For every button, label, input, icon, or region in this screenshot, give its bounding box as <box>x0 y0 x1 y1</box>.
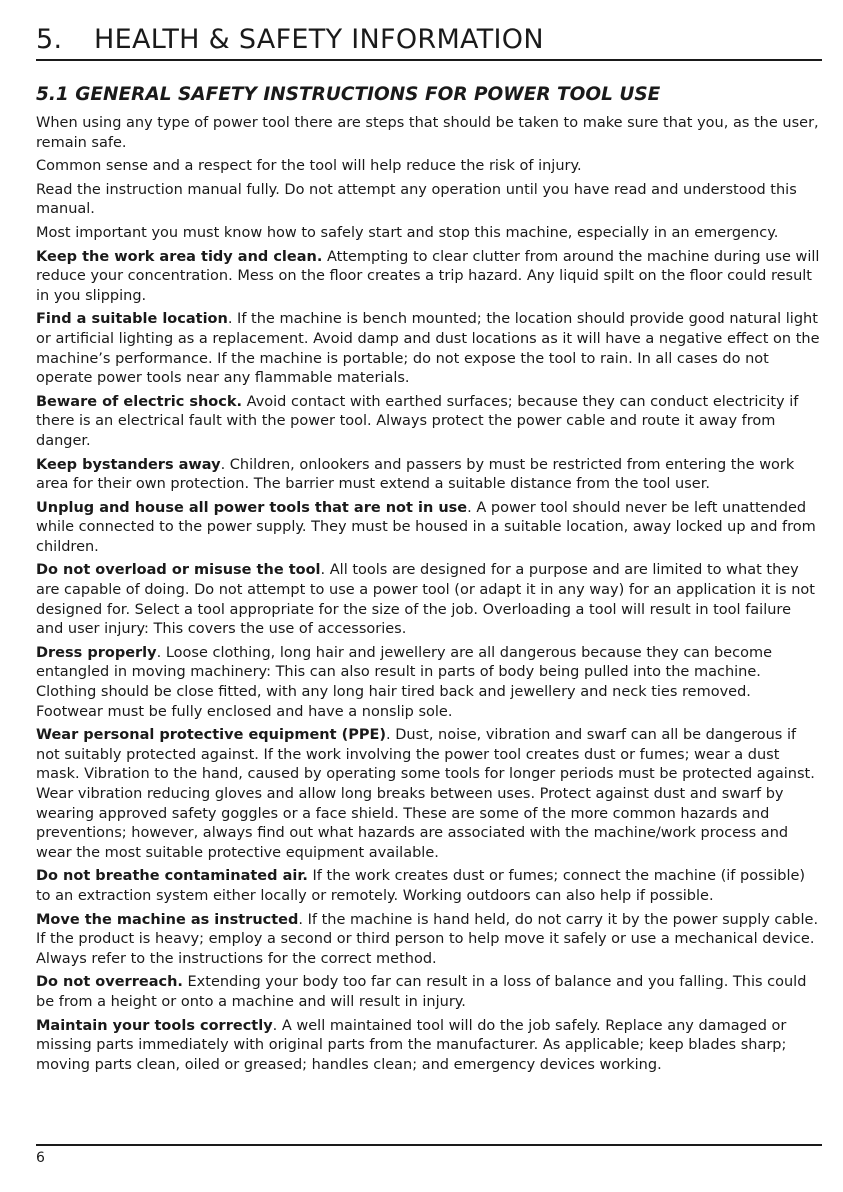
paragraph-lead: Move the machine as instructed <box>36 911 299 928</box>
paragraph-text: Read the instruction manual fully. Do not attempt any operation until you have read and understood this manual. <box>36 181 797 218</box>
paragraph <box>36 867 822 906</box>
paragraph-text: . Loose clothing, long hair and jewellery are all dangerous because they can become entangled in moving machinery: This can also result in parts of body being pulled into the machine. Clothing should be close fitted, with any long hair tired back and jewellery and neck ties removed. Footwear must be fully enclosed and have a nonslip sole. <box>36 644 772 720</box>
page-number: 6 <box>36 1150 45 1166</box>
paragraph-lead: Do not overreach. <box>36 974 183 991</box>
paragraph <box>36 644 822 722</box>
section-title: 5.1 GENERAL SAFETY INSTRUCTIONS FOR POWER TOOL USE <box>36 84 661 105</box>
paragraph-text: . If the machine is bench mounted; the location should provide good natural light or artificial lighting as a replacement. Avoid damp and dust locations as it will have a negative effect on the machine’s performance. If the machine is portable; do not expose the tool to rain. In all cases do not operate power tools near any flammable materials. <box>36 311 820 387</box>
paragraph-text: . Children, onlookers and passers by must be restricted from entering the work area for their own protection. The barrier must extend a suitable distance from the tool user. <box>36 456 795 493</box>
paragraph-lead: Find a suitable location <box>36 311 228 328</box>
paragraph-lead: Do not overload or misuse the tool <box>36 562 321 579</box>
paragraph-lead: Keep the work area tidy and clean. <box>36 248 323 265</box>
paragraph-lead: Do not breathe contaminated air. <box>36 868 308 885</box>
paragraph-text: If the work creates dust or fumes; connect the machine (if possible) to an extraction system either locally or remotely. Working outdoors can also help if possible. <box>36 868 806 904</box>
paragraph-text: Avoid contact with earthed surfaces; because they can conduct electricity if there is an electrical fault with the power tool. Always protect the power cable and route it away from danger. <box>36 393 799 449</box>
paragraph <box>36 310 822 388</box>
chapter-number: 5. <box>36 24 63 55</box>
paragraph <box>36 1017 822 1076</box>
chapter-title: HEALTH & SAFETY INFORMATION <box>94 24 544 55</box>
paragraph-lead: Maintain your tools correctly <box>36 1017 273 1034</box>
paragraph-text: . A well maintained tool will do the job safely. Replace any damaged or missing parts immediately with original parts from the manufacturer. As applicable; keep blades sharp; moving parts clean, oiled or greased; handles clean; and emergency devices working. <box>36 1017 787 1073</box>
paragraph-text: . A power tool should never be left unattended while connected to the power supply. They must be housed in a suitable location, away locked up and from children. <box>36 499 816 555</box>
page-title <box>36 24 822 55</box>
paragraph-lead: Keep bystanders away <box>36 456 221 473</box>
paragraph-lead: Unplug and house all power tools that are not in use <box>36 499 468 516</box>
paragraph <box>36 726 822 863</box>
paragraph-text: . All tools are designed for a purpose and are limited to what they are capable of doing. Do not attempt to use a power tool (or adapt it in any way) for an application it is not designed for. Select a tool appropriate for the size of the job. Overloading a tool will result in tool failure and user injury: This covers the use of accessories. <box>36 562 815 638</box>
paragraph-text: Extending your body too far can result in a loss of balance and you falling. This could be from a height or onto a machine and will result in injury. <box>36 974 807 1010</box>
paragraph <box>36 911 822 970</box>
paragraph <box>36 157 822 177</box>
paragraph-text: Attempting to clear clutter from around the machine during use will reduce your concentration. Mess on the floor creates a trip hazard. Any liquid spilt on the floor could result in you slipping. <box>36 248 820 304</box>
paragraph <box>36 114 822 153</box>
paragraph <box>36 224 822 244</box>
paragraph <box>36 973 822 1012</box>
paragraph-lead: Wear personal protective equipment (PPE) <box>36 727 387 744</box>
paragraph-lead: Dress properly <box>36 644 157 661</box>
paragraph <box>36 248 822 307</box>
paragraph-text: Most important you must know how to safely start and stop this machine, especially in an emergency. <box>36 224 779 241</box>
paragraph-text: . If the machine is hand held, do not carry it by the power supply cable. If the product is heavy; employ a second or third person to help move it safely or use a mechanical device. Always refer to the instructions for the correct method. <box>36 911 819 967</box>
paragraph-lead: Beware of electric shock. <box>36 393 243 410</box>
paragraph <box>36 181 822 220</box>
safety-instructions-body <box>36 114 822 1079</box>
paragraph-text: When using any type of power tool there are steps that should be taken to make sure that you, as the user, remain safe. <box>36 115 819 151</box>
paragraph-text: Common sense and a respect for the tool will help reduce the risk of injury. <box>36 158 582 175</box>
paragraph <box>36 499 822 558</box>
paragraph-text: . Dust, noise, vibration and swarf can all be dangerous if not suitably protected against. If the work involving the power tool creates dust or fumes; wear a dust mask. Vibration to the hand, caused by operating some tools for longer periods must be protected against. Wear vibration reducing gloves and allow long breaks between uses. Protect against dust and swarf by wearing approved safety goggles or a face shield. These are some of the more common hazards and preventions; however, always find out what hazards are associated with the machine/work process and wear the most suitable protective equipment available. <box>36 727 815 861</box>
footer-divider <box>36 1144 822 1146</box>
paragraph <box>36 456 822 495</box>
page-header <box>36 24 822 61</box>
paragraph <box>36 393 822 452</box>
paragraph <box>36 561 822 639</box>
